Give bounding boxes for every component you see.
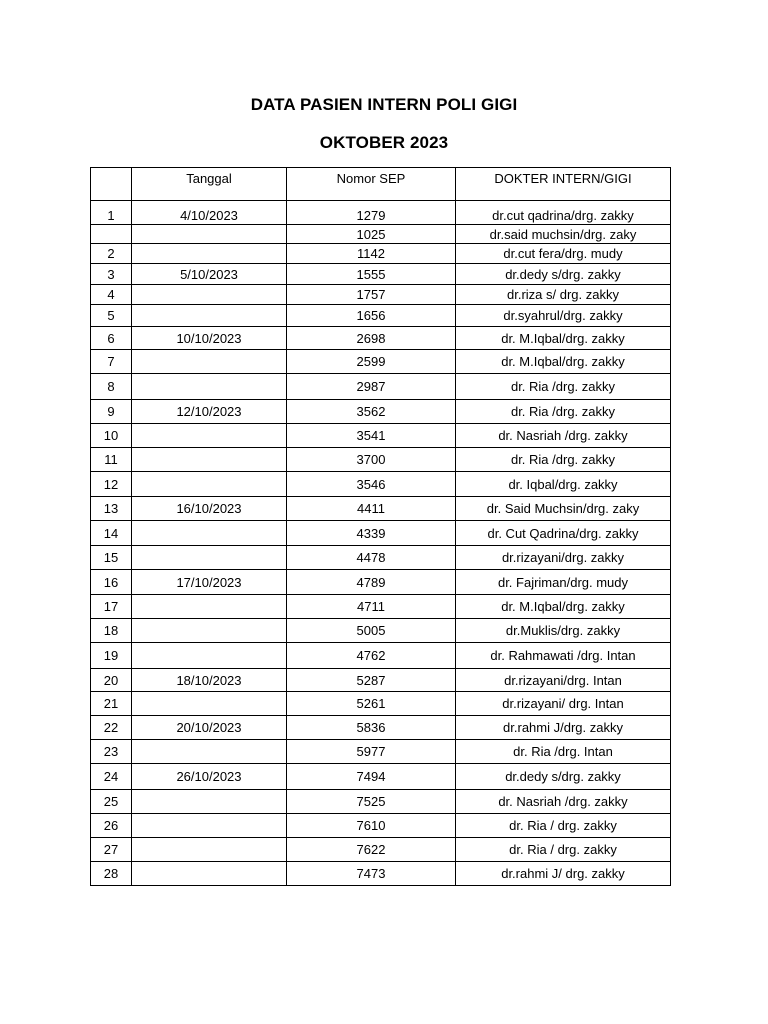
row-number: 9 [91,400,132,424]
row-number: 25 [91,790,132,814]
table-row [91,814,671,838]
table-row [91,472,671,497]
table-row [91,570,671,595]
table-row [91,448,671,472]
row-doctor: dr. Ria /drg. zakky [456,374,671,400]
row-doctor: dr.Muklis/drg. zakky [456,619,671,643]
row-date: 10/10/2023 [132,327,287,350]
row-doctor: dr.rizayani/drg. zakky [456,546,671,570]
row-doctor: dr.dedy s/drg. zakky [456,764,671,790]
row-sep-number: 5005 [287,619,456,643]
row-doctor: dr. Ria / drg. zakky [456,838,671,862]
table-row [91,716,671,740]
row-number: 1 [91,201,132,225]
row-number: 16 [91,570,132,595]
row-date [132,521,287,546]
row-sep-number: 7622 [287,838,456,862]
row-doctor: dr. Iqbal/drg. zakky [456,472,671,497]
row-date [132,619,287,643]
table-body [91,201,671,886]
table-row [91,201,671,225]
row-date [132,374,287,400]
row-doctor: dr.rahmi J/drg. zakky [456,716,671,740]
row-date [132,692,287,716]
row-sep-number: 3700 [287,448,456,472]
table-row [91,497,671,521]
row-date [132,838,287,862]
row-date: 16/10/2023 [132,497,287,521]
row-date [132,595,287,619]
row-sep-number: 4762 [287,643,456,669]
row-number: 28 [91,862,132,886]
row-sep-number: 1025 [287,225,456,244]
row-date [132,546,287,570]
row-date: 5/10/2023 [132,264,287,285]
row-number: 27 [91,838,132,862]
row-number: 24 [91,764,132,790]
row-date [132,814,287,838]
table-row [91,595,671,619]
column-header-nomor-sep: Nomor SEP [287,168,456,201]
document-subtitle: OKTOBER 2023 [319,133,449,152]
row-sep-number: 3562 [287,400,456,424]
row-number: 21 [91,692,132,716]
row-date [132,472,287,497]
row-doctor: dr. Rahmawati /drg. Intan [456,643,671,669]
row-doctor: dr. Cut Qadrina/drg. zakky [456,521,671,546]
row-number: 2 [91,244,132,264]
row-doctor: dr.rizayani/drg. Intan [456,669,671,692]
row-number: 7 [91,350,132,374]
table-row [91,643,671,669]
column-header-dokter: DOKTER INTERN/GIGI [456,168,671,201]
row-number: 4 [91,285,132,305]
table-row [91,669,671,692]
table-row [91,546,671,570]
row-number: 3 [91,264,132,285]
row-sep-number: 1142 [287,244,456,264]
row-number: 17 [91,595,132,619]
table-row [91,424,671,448]
row-sep-number: 4411 [287,497,456,521]
row-number: 22 [91,716,132,740]
row-number: 23 [91,740,132,764]
table-row [91,740,671,764]
row-doctor: dr. Fajriman/drg. mudy [456,570,671,595]
row-sep-number: 5836 [287,716,456,740]
row-doctor: dr.rizayani/ drg. Intan [456,692,671,716]
row-sep-number: 2987 [287,374,456,400]
row-doctor: dr. M.Iqbal/drg. zakky [456,327,671,350]
row-date [132,244,287,264]
row-sep-number: 3546 [287,472,456,497]
row-date [132,285,287,305]
row-date: 20/10/2023 [132,716,287,740]
row-doctor: dr. Ria /drg. zakky [456,400,671,424]
row-sep-number: 4789 [287,570,456,595]
row-doctor: dr. Nasriah /drg. zakky [456,424,671,448]
row-number: 20 [91,669,132,692]
table-row [91,764,671,790]
column-header-tanggal: Tanggal [132,168,287,201]
row-sep-number: 2599 [287,350,456,374]
row-doctor: dr. Ria /drg. zakky [456,448,671,472]
table-row [91,521,671,546]
row-date [132,862,287,886]
table-row [91,327,671,350]
row-doctor: dr. Nasriah /drg. zakky [456,790,671,814]
row-sep-number: 4711 [287,595,456,619]
row-sep-number: 7610 [287,814,456,838]
row-sep-number: 4478 [287,546,456,570]
row-sep-number: 5287 [287,669,456,692]
row-sep-number: 4339 [287,521,456,546]
row-date [132,305,287,327]
row-date [132,790,287,814]
table-row [91,244,671,264]
row-number: 14 [91,521,132,546]
row-number: 15 [91,546,132,570]
row-number: 19 [91,643,132,669]
row-sep-number: 1757 [287,285,456,305]
row-sep-number: 1656 [287,305,456,327]
row-number: 26 [91,814,132,838]
row-doctor: dr.rahmi J/ drg. zakky [456,862,671,886]
row-doctor: dr. Ria /drg. Intan [456,740,671,764]
table-row [91,400,671,424]
row-date [132,643,287,669]
row-doctor: dr. Ria / drg. zakky [456,814,671,838]
row-number: 13 [91,497,132,521]
row-number [91,225,132,244]
row-date: 18/10/2023 [132,669,287,692]
row-date: 26/10/2023 [132,764,287,790]
row-date [132,225,287,244]
table-row [91,350,671,374]
row-doctor: dr.riza s/ drg. zakky [456,285,671,305]
column-header-no [91,168,132,201]
row-sep-number: 7494 [287,764,456,790]
table-row [91,305,671,327]
row-doctor: dr.cut fera/drg. mudy [456,244,671,264]
document-title: DATA PASIEN INTERN POLI GIGI [250,95,518,114]
row-number: 18 [91,619,132,643]
row-sep-number: 3541 [287,424,456,448]
row-sep-number: 1555 [287,264,456,285]
row-number: 8 [91,374,132,400]
row-doctor: dr. Said Muchsin/drg. zaky [456,497,671,521]
row-date [132,424,287,448]
table-row [91,619,671,643]
table-row [91,838,671,862]
row-sep-number: 5977 [287,740,456,764]
table-header-row [91,168,671,201]
row-sep-number: 5261 [287,692,456,716]
row-doctor: dr.dedy s/drg. zakky [456,264,671,285]
row-number: 11 [91,448,132,472]
table-row [91,862,671,886]
row-number: 12 [91,472,132,497]
row-doctor: dr.said muchsin/drg. zaky [456,225,671,244]
row-sep-number: 1279 [287,201,456,225]
table-row [91,692,671,716]
row-date: 17/10/2023 [132,570,287,595]
table-row [91,790,671,814]
row-doctor: dr.syahrul/drg. zakky [456,305,671,327]
row-sep-number: 2698 [287,327,456,350]
table-row [91,225,671,244]
table-row [91,285,671,305]
row-number: 6 [91,327,132,350]
row-date: 4/10/2023 [132,201,287,225]
table-row [91,264,671,285]
row-number: 5 [91,305,132,327]
row-doctor: dr. M.Iqbal/drg. zakky [456,595,671,619]
row-date [132,740,287,764]
row-sep-number: 7525 [287,790,456,814]
patient-table [90,167,671,886]
row-number: 10 [91,424,132,448]
row-date [132,448,287,472]
row-doctor: dr. M.Iqbal/drg. zakky [456,350,671,374]
row-sep-number: 7473 [287,862,456,886]
row-date [132,350,287,374]
table-row [91,374,671,400]
row-doctor: dr.cut qadrina/drg. zakky [456,201,671,225]
row-date: 12/10/2023 [132,400,287,424]
